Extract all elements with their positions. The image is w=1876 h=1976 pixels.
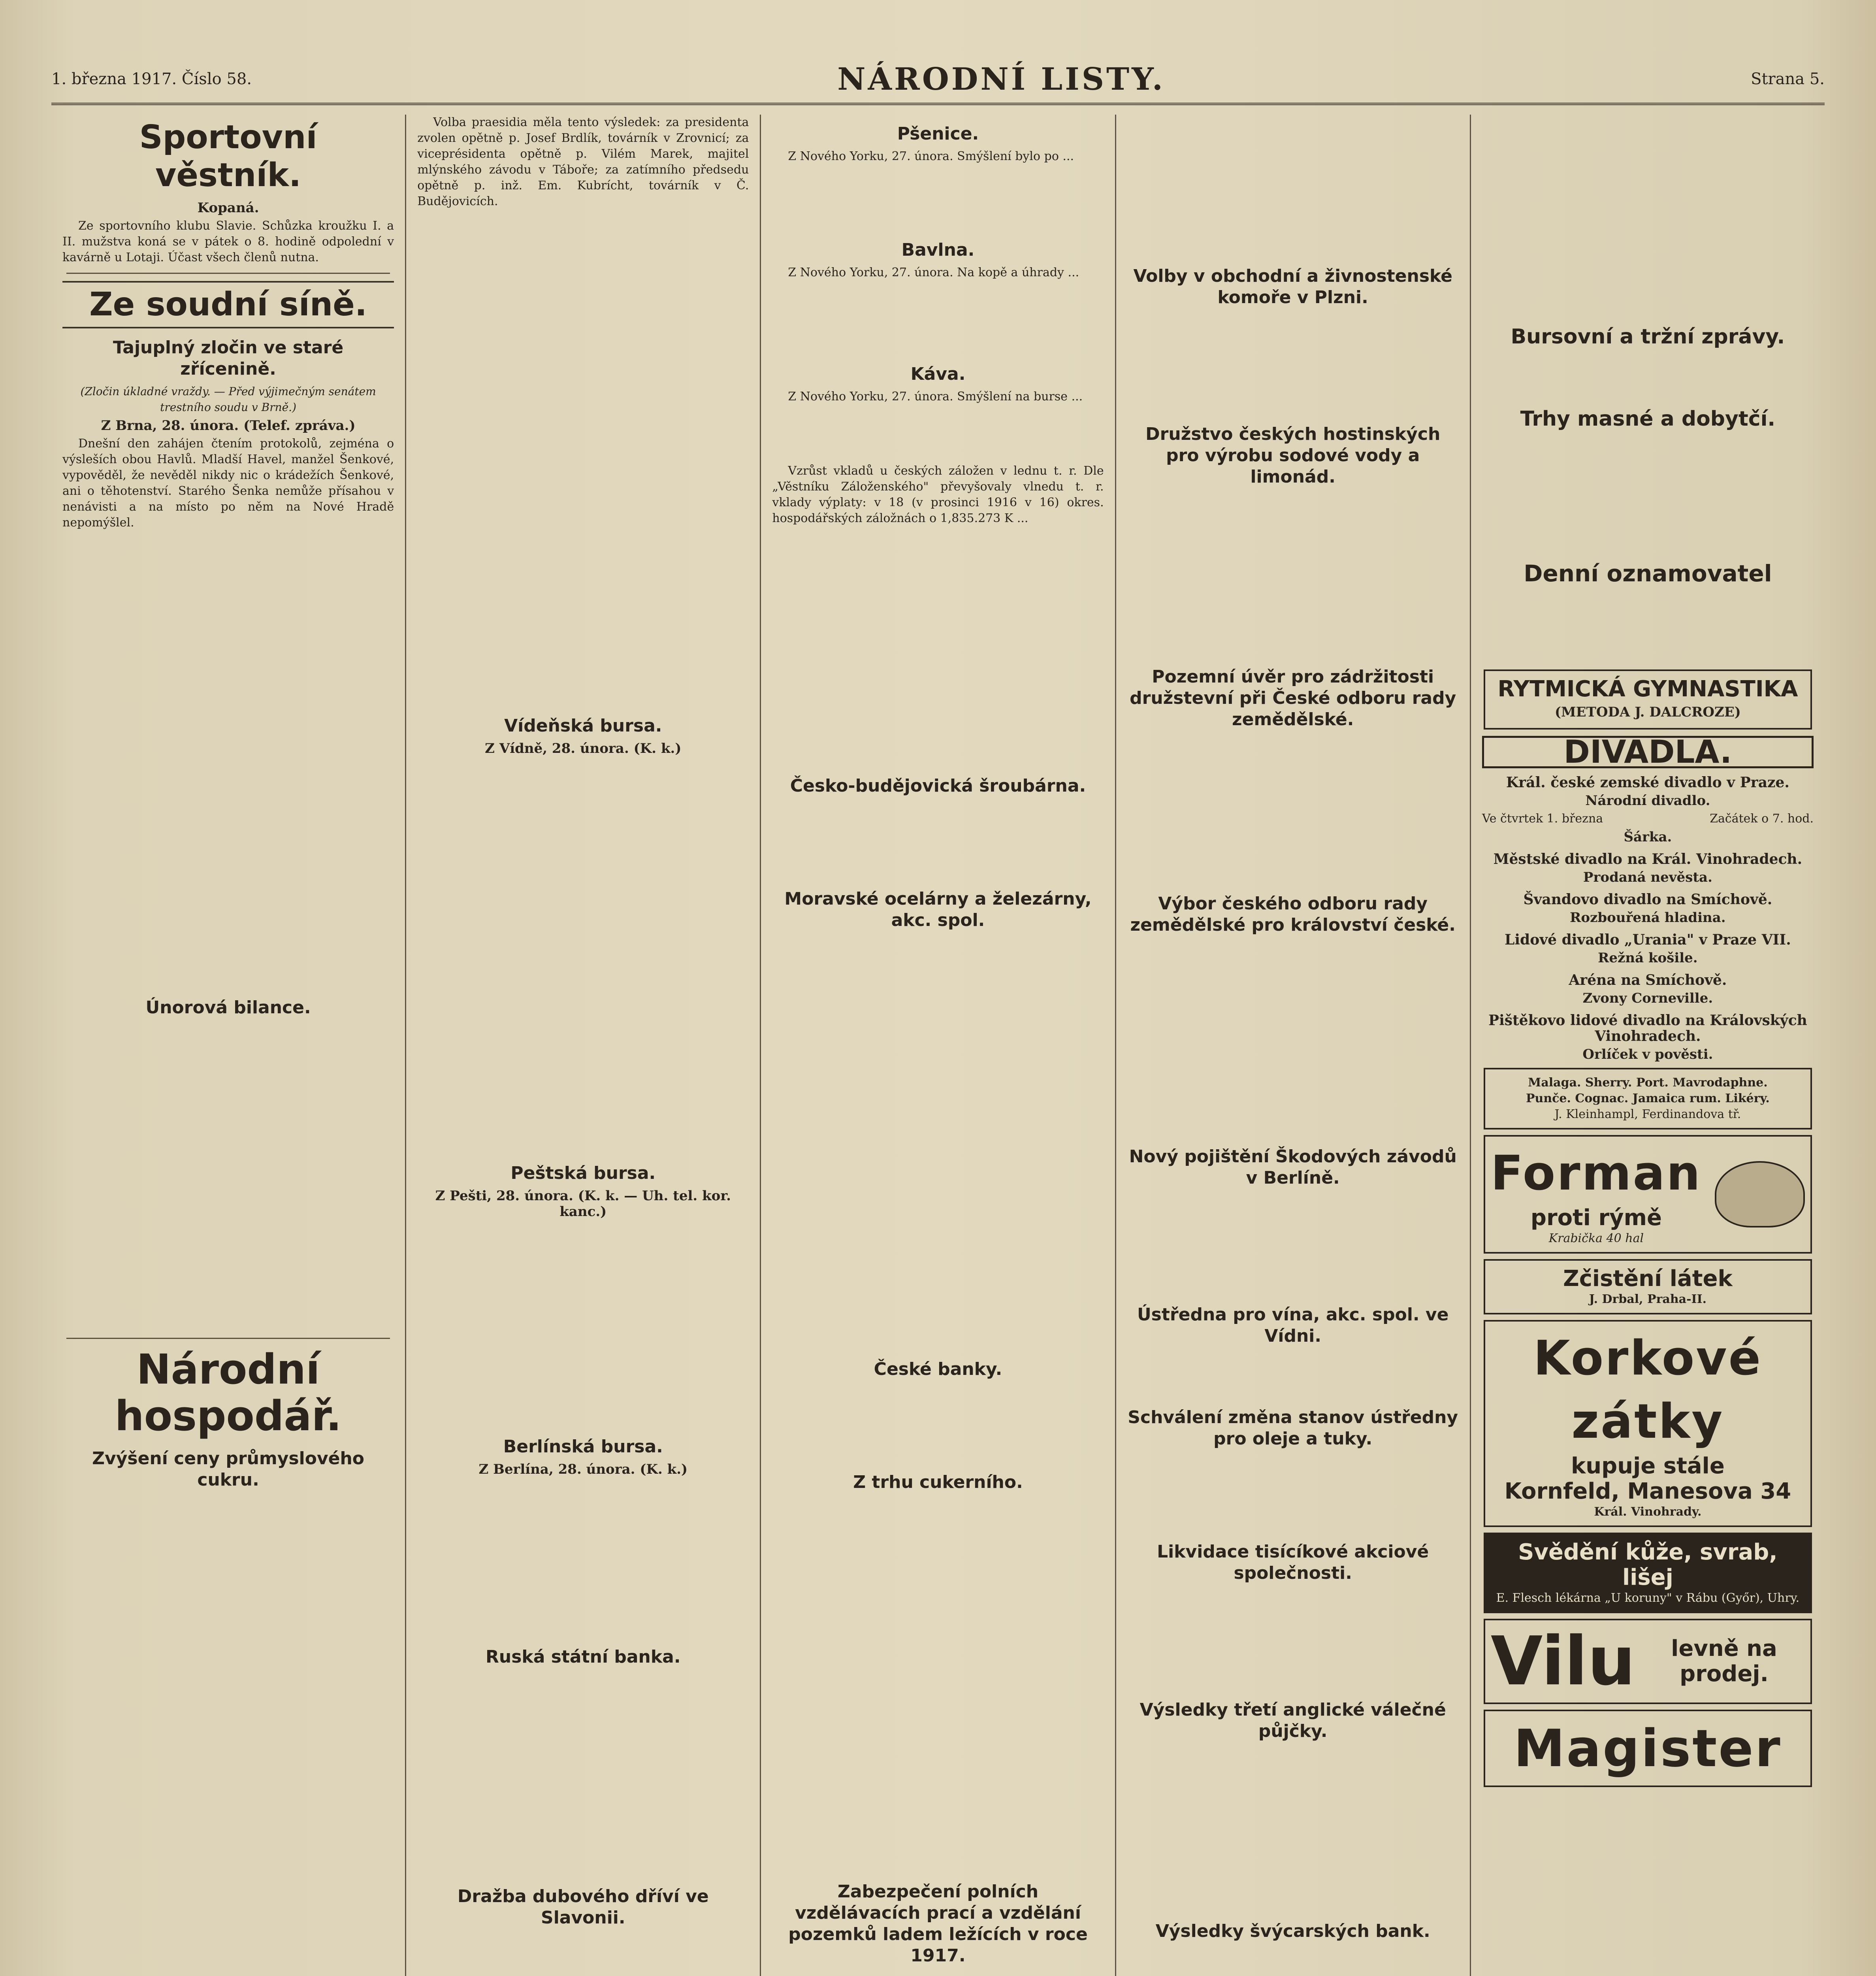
forman-ad <box>1484 1135 1812 1254</box>
column-5 <box>1471 115 1825 1976</box>
issue-date: 1. března 1917. Číslo 58. <box>51 70 252 88</box>
gymnastics-title: RYTMICKÁ GYMNASTIKA <box>1497 676 1798 702</box>
article-body-text <box>772 530 1104 767</box>
theatre-3-name: Švandovo divadlo na Smíchově. <box>1523 891 1772 908</box>
skoda-heading: Nový pojištění Škodových závodů v Berlíně. <box>1129 1146 1457 1188</box>
villa-ad <box>1484 1619 1812 1704</box>
theatre-1-subname: Národní divadlo. <box>1585 793 1710 809</box>
article-body-text <box>772 1497 1104 1872</box>
wheat-heading: Pšenice. <box>897 124 979 144</box>
theatre-4-name: Lidové divadlo „Urania" v Praze VII. <box>1505 931 1791 948</box>
article-body-text <box>1127 940 1459 1137</box>
brewery-heading: Česko-budějovická šroubárna. <box>790 776 1086 796</box>
theatre-2-play: Prodaná nevěsta. <box>1583 869 1712 885</box>
villa-subtitle: levně na prodej. <box>1671 1636 1777 1687</box>
sugar-market-heading: Z trhu cukerního. <box>853 1472 1023 1492</box>
vienna-heading: Vídeňská bursa. <box>504 716 662 736</box>
article-body-text <box>1482 115 1814 320</box>
wood-heading: Dražba dubového dříví ve Slavonii. <box>457 1886 709 1928</box>
presidium-text: Volba praesidia měla tento výsledek: za presidenta zvolen opětně p. Josef Brdlík, továrník v Zrovnicí; za viceprésidenta opětně p. Vilém Marek, majitel mlýnského závodu v Táboře; za zatímního předsedu opětně p. inž. Em. Kubrícht, továrník v Č. Budějovicích. <box>417 115 749 208</box>
column-4 <box>1116 115 1471 1976</box>
article-body-text <box>772 935 1104 1350</box>
deposits-text: Vzrůst vkladů u českých záložen v lednu t. r. Dle „Věstníku Záloženského" převyšovaly vlnedu t. r. vklady výplaty: v 18 (v prosinci 1916 v 16) okres. hospodářských záložnách o 1,835.273 K ... <box>772 464 1104 525</box>
article-body-text <box>1127 312 1459 415</box>
drbal-title: Zčistění látek <box>1563 1266 1733 1292</box>
wheat-text: Z Nového Yorku, 27. února. Smýšlení bylo po ... <box>788 149 1074 163</box>
article-body-text <box>1127 734 1459 884</box>
theatre-3-play: Rozbouřená hladina. <box>1570 910 1726 926</box>
meat-rubric: Trhy masné a dobytčí. <box>1520 407 1776 431</box>
banks-heading: České banky. <box>874 1359 1002 1379</box>
cotton-heading: Bavlna. <box>901 240 975 260</box>
forman-title: Forman <box>1490 1146 1702 1201</box>
article-body-text <box>417 1933 749 1976</box>
theatre-1-name: Král. české zemské divadlo v Praze. <box>1506 774 1789 791</box>
article-body-text <box>1127 1351 1459 1398</box>
theatre-5-play: Zvony Corneville. <box>1582 990 1713 1006</box>
berlin-dateline: Z Berlína, 28. února. (K. k.) <box>478 1461 688 1477</box>
masthead-title: NÁRODNÍ LISTY. <box>837 61 1165 97</box>
union-heading: Únorová bilance. <box>145 997 311 1018</box>
export-heading: Výbor českého odboru rady zemědělské pro království české. <box>1130 894 1456 935</box>
malaga-line-2: Punče. Cognac. Jamaica rum. Likéry. <box>1526 1092 1770 1105</box>
article-body-text <box>1482 437 1814 556</box>
article-body-text <box>1482 355 1814 402</box>
article-body-text <box>417 1222 749 1427</box>
sport-text: Ze sportovního klubu Slavie. Schůzka kroužku I. a II. mužstva koná se v pátek o 8. hodině odpolední v kavárně u Lotaji. Účast všech členů nutna. <box>62 219 394 264</box>
drbal-ad <box>1484 1259 1812 1314</box>
article-body-text <box>1127 1946 1459 1976</box>
article-body-text <box>1127 1193 1459 1295</box>
theatre-rubric: DIVADLA. <box>1482 736 1814 768</box>
article-body-text <box>772 284 1104 355</box>
liquidation-heading: Likvidace tisícíkové akciové společnosti. <box>1157 1542 1429 1583</box>
sugar-heading: Zvýšení ceny průmyslového cukru. <box>92 1448 365 1490</box>
skin-title: Svědění kůže, svrab, lišej <box>1518 1539 1778 1590</box>
skin-pharmacy: E. Flesch lékárna „U koruny" v Rábu (Győr), Uhry. <box>1496 1591 1800 1605</box>
divider <box>66 1338 390 1339</box>
page-header <box>51 55 1825 105</box>
malaga-line-1: Malaga. Sherry. Port. Mavrodaphne. <box>1528 1076 1768 1090</box>
vienna-dateline: Z Vídně, 28. února. (K. k.) <box>485 741 682 756</box>
article-body-text <box>1127 1746 1459 1912</box>
crime-subhead: (Zločin úkladné vraždy. — Před výjimečným senátem trestního soudu v Brně.) <box>80 385 376 414</box>
economy-rubric: Národní hospodář. <box>115 1345 342 1440</box>
theatre-5-name: Aréna na Smíchově. <box>1569 972 1727 988</box>
steel-heading: Moravské ocelárny a železárny, akc. spol. <box>784 889 1092 930</box>
swiss-heading: Výsledky švýcarských bank. <box>1155 1921 1430 1941</box>
court-rubric: Ze soudní síně. <box>62 281 394 328</box>
man-face-illustration-icon <box>1715 1161 1805 1227</box>
sport-subhead: Kopaná. <box>197 200 259 216</box>
pest-heading: Peštská bursa. <box>510 1163 656 1183</box>
theatre-4-play: Režná košile. <box>1598 950 1698 966</box>
magister-ad <box>1484 1710 1812 1787</box>
article-body-text <box>772 1970 1104 1976</box>
credit-heading: Ústředna pro vína, akc. spol. ve Vídni. <box>1137 1305 1449 1346</box>
article-body-text <box>62 1022 394 1331</box>
theatre-1-play: Šárka. <box>1624 829 1672 845</box>
coffee-heading: Káva. <box>910 364 966 384</box>
article-body-text <box>417 759 749 1154</box>
article-body-text <box>1482 593 1814 664</box>
article-body-text <box>1127 1588 1459 1691</box>
cork-subtitle: kupuje stále <box>1571 1453 1725 1479</box>
column-1 <box>51 115 406 1976</box>
berlin-heading: Berlínská bursa. <box>503 1437 663 1457</box>
article-body-text <box>1127 492 1459 658</box>
drbal-name: J. Drbal, Praha-II. <box>1589 1292 1707 1306</box>
article-body-text <box>62 1495 394 1976</box>
skin-ad <box>1484 1533 1812 1613</box>
magister-title: Magister <box>1514 1718 1782 1778</box>
bank-heading: Ruská státní banka. <box>486 1647 681 1667</box>
cotton-text: Z Nového Yorku, 27. února. Na kopě a úhrady ... <box>788 266 1079 279</box>
notice-rubric: Denní oznamovatel <box>1524 560 1772 587</box>
sport-rubric: Sportovní věstník. <box>139 119 317 194</box>
gymnastics-subtitle: (METODA J. DALCROZE) <box>1554 704 1741 720</box>
article-body-text <box>62 534 394 988</box>
pest-dateline: Z Pešti, 28. února. (K. k. — Uh. tel. kor. kanc.) <box>435 1188 731 1220</box>
article-body-text <box>772 408 1104 463</box>
article-body-text <box>1127 115 1459 257</box>
theatre-2-name: Městské divadlo na Král. Vinohradech. <box>1493 851 1803 867</box>
crime-text: Dnešní den zahájen čtením protokolů, zejména o výsleších obou Havlů. Mladší Havel, manžel Šenkové, vypověděl, že nevěděl nikdy nic o krádežích Šenkové, ani o těhotenství. Starého Šenka nemůže přísahou v nenávisti a na místo po něm na Nové Hradě nepomýšlel. <box>62 437 394 530</box>
column-3 <box>761 115 1116 1976</box>
article-body-text <box>417 1672 749 1877</box>
cork-address: Kornfeld, Manesova 34 <box>1504 1478 1791 1504</box>
cork-city: Král. Vinohrady. <box>1594 1505 1702 1519</box>
trade-heading: Volby v obchodní a živnostenské komoře v Plzni. <box>1133 266 1452 307</box>
exchange-rubric: Bursovní a tržní zprávy. <box>1511 325 1785 349</box>
page-number: Strana 5. <box>1751 70 1825 88</box>
fields-heading: Zabezpečení polních vzdělávacích prací a vzdělání pozemků ladem ležících v roce 1917. <box>788 1882 1088 1966</box>
malaga-line-3: J. Kleinhampl, Ferdinandova tř. <box>1554 1107 1741 1121</box>
article-body-text <box>417 213 749 707</box>
malaga-ad <box>1484 1068 1812 1129</box>
forman-subtitle: proti rýmě <box>1530 1205 1662 1231</box>
coop-heading: Družstvo českých hostinských pro výrobu sodové vody a limonád. <box>1145 424 1441 487</box>
cork-title: Korkové zátky <box>1533 1331 1762 1449</box>
cork-ad <box>1484 1320 1812 1527</box>
agri-heading: Pozemní úvěr pro zádržitosti družstevní při České odboru rady zemědělské. <box>1130 667 1456 730</box>
central-heading: Schválení změna stanov ústředny pro oleje a tuky. <box>1128 1407 1458 1449</box>
article-body-text <box>772 168 1104 231</box>
article-body-text <box>417 1480 749 1638</box>
theatre-1-schedule: Ve čtvrtek 1. března Začátek o 7. hod. <box>1482 812 1814 826</box>
villa-title: Vilu <box>1490 1622 1635 1701</box>
article-body-text <box>1127 1454 1459 1533</box>
coffee-text: Z Nového Yorku, 27. února. Smýšlení na burse ... <box>788 390 1083 403</box>
column-2 <box>406 115 761 1976</box>
article-body-text <box>772 801 1104 880</box>
theatre-6-play: Orlíček v pověsti. <box>1582 1046 1713 1062</box>
divider <box>66 273 390 274</box>
gymnastics-ad <box>1484 669 1812 730</box>
forman-price: Krabička 40 hal <box>1548 1231 1644 1245</box>
columns <box>51 115 1825 1976</box>
crime-heading: Tajuplný zločin ve staré zřícenině. <box>113 338 344 379</box>
crime-dateline: Z Brna, 28. února. (Telef. zpráva.) <box>101 418 356 434</box>
theatre-6-name: Pištěkovo lidové divadlo na Královských Vinohradech. <box>1488 1012 1807 1045</box>
english-loan-heading: Výsledky třetí anglické válečné půjčky. <box>1140 1700 1446 1741</box>
article-body-text <box>772 1384 1104 1463</box>
